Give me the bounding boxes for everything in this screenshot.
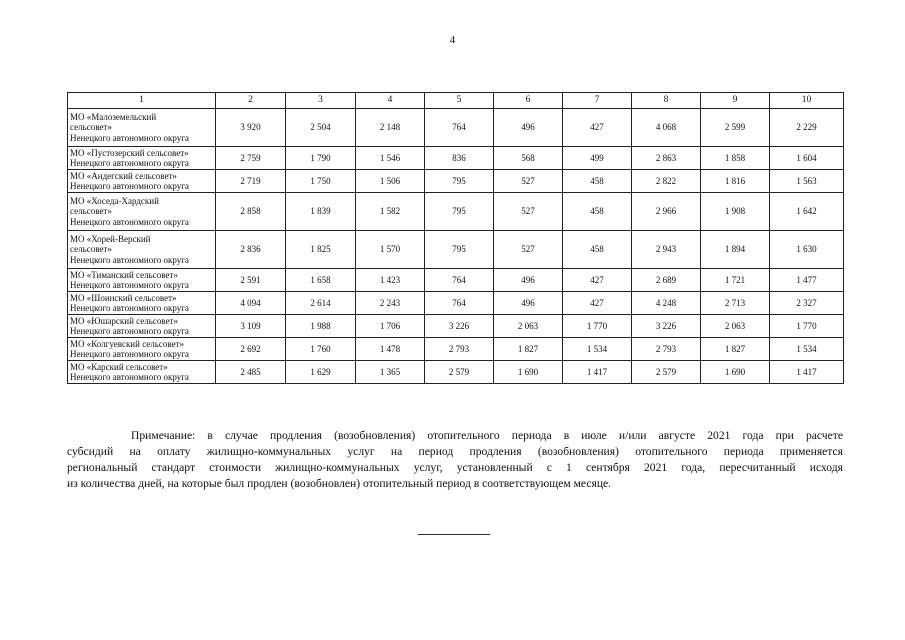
municipality-name-cell: [68, 170, 216, 193]
value-cell: 1 604: [770, 147, 844, 170]
table-row: [68, 170, 844, 193]
municipality-name-line: сельсовет»: [70, 244, 112, 255]
value-cell: 2 485: [216, 361, 286, 384]
value-cell: 4 248: [632, 292, 701, 315]
value-cell: 764: [425, 292, 494, 315]
value-cell: 764: [425, 269, 494, 292]
value-cell: 1 630: [770, 231, 844, 269]
municipality-name-line: МО «Карский сельсовет»: [70, 361, 168, 372]
value-cell: 2 591: [216, 269, 286, 292]
value-cell: 496: [494, 269, 563, 292]
value-cell: 2 599: [701, 109, 770, 147]
value-cell: 1 721: [701, 269, 770, 292]
value-cell: 2 793: [632, 338, 701, 361]
value-cell: 1 658: [286, 269, 356, 292]
value-cell: 1 706: [356, 315, 425, 338]
subsidy-standards-table: [67, 92, 844, 384]
value-cell: 496: [494, 109, 563, 147]
municipality-name-cell: [68, 193, 216, 231]
value-cell: 4 094: [216, 292, 286, 315]
value-cell: 2 943: [632, 231, 701, 269]
value-cell: 499: [563, 147, 632, 170]
value-cell: 1 570: [356, 231, 425, 269]
value-cell: 1 908: [701, 193, 770, 231]
table-row: [68, 231, 844, 269]
municipality-name-line: МО «Хоседа-Хардский: [70, 195, 159, 206]
column-header-9: 9: [701, 93, 770, 109]
column-header-7: 7: [563, 93, 632, 109]
value-cell: 2 836: [216, 231, 286, 269]
value-cell: 427: [563, 292, 632, 315]
value-cell: 1 563: [770, 170, 844, 193]
column-header-3: 3: [286, 93, 356, 109]
value-cell: 2 327: [770, 292, 844, 315]
municipality-name-line: МО «Малоземельский: [70, 111, 157, 122]
value-cell: 2 719: [216, 170, 286, 193]
municipality-name-line: сельсовет»: [70, 206, 112, 217]
value-cell: 1 690: [494, 361, 563, 384]
column-header-10: 10: [770, 93, 844, 109]
value-cell: 2 063: [701, 315, 770, 338]
municipality-name-cell: [68, 231, 216, 269]
municipality-name-cell: [68, 269, 216, 292]
table-row: [68, 315, 844, 338]
table-row: [68, 338, 844, 361]
municipality-name-cell: [68, 292, 216, 315]
municipality-name-line: МО «Тиманский сельсовет»: [70, 269, 178, 280]
value-cell: 1 770: [770, 315, 844, 338]
municipality-name-cell: [68, 361, 216, 384]
table-row: [68, 292, 844, 315]
table-row: [68, 147, 844, 170]
value-cell: 3 226: [632, 315, 701, 338]
value-cell: 1 546: [356, 147, 425, 170]
value-cell: 1 770: [563, 315, 632, 338]
value-cell: 427: [563, 109, 632, 147]
municipality-name-line: Ненецкого автономного округа: [70, 372, 189, 382]
value-cell: 1 417: [563, 361, 632, 384]
value-cell: 1 365: [356, 361, 425, 384]
value-cell: 1 816: [701, 170, 770, 193]
value-cell: 458: [563, 231, 632, 269]
closing-rule-line: [418, 534, 490, 535]
value-cell: 2 759: [216, 147, 286, 170]
footnote-line: Примечание: в случае продления (возобновления) отопительного периода в июле и/или августе 2021 года при расчете: [131, 429, 843, 442]
value-cell: 2 966: [632, 193, 701, 231]
value-cell: 1 790: [286, 147, 356, 170]
table-row: [68, 269, 844, 292]
column-header-6: 6: [494, 93, 563, 109]
value-cell: 458: [563, 170, 632, 193]
value-cell: 1 477: [770, 269, 844, 292]
value-cell: 1 825: [286, 231, 356, 269]
municipality-name-line: МО «Хорей-Верский: [70, 233, 151, 244]
municipality-name-line: Ненецкого автономного округа: [70, 349, 189, 359]
value-cell: 2 858: [216, 193, 286, 231]
value-cell: 3 109: [216, 315, 286, 338]
value-cell: 2 689: [632, 269, 701, 292]
table-row: [68, 193, 844, 231]
municipality-name-cell: [68, 338, 216, 361]
municipality-name-line: МО «Юшарский сельсовет»: [70, 315, 178, 326]
value-cell: 1 750: [286, 170, 356, 193]
value-cell: 2 579: [632, 361, 701, 384]
value-cell: 4 068: [632, 109, 701, 147]
value-cell: 2 713: [701, 292, 770, 315]
value-cell: 2 243: [356, 292, 425, 315]
value-cell: 1 629: [286, 361, 356, 384]
value-cell: 764: [425, 109, 494, 147]
table-row: [68, 109, 844, 147]
municipality-name-line: Ненецкого автономного округа: [70, 303, 189, 313]
value-cell: 1 642: [770, 193, 844, 231]
municipality-name-cell: [68, 147, 216, 170]
footnote-line: субсидий на оплату жилищно-коммунальных услуг на период продления (возобновления) отопительного периода применяется: [67, 445, 843, 458]
value-cell: 458: [563, 193, 632, 231]
value-cell: 1 417: [770, 361, 844, 384]
value-cell: 1 534: [770, 338, 844, 361]
municipality-name-line: Ненецкого автономного округа: [70, 254, 189, 265]
value-cell: 836: [425, 147, 494, 170]
value-cell: 1 478: [356, 338, 425, 361]
value-cell: 1 534: [563, 338, 632, 361]
municipality-name-line: МО «Андегский сельсовет»: [70, 170, 177, 181]
column-header-5: 5: [425, 93, 494, 109]
municipality-name-line: МО «Пустозерский сельсовет»: [70, 147, 189, 158]
value-cell: 496: [494, 292, 563, 315]
column-header-2: 2: [216, 93, 286, 109]
table-body: [68, 109, 844, 384]
value-cell: 2 863: [632, 147, 701, 170]
value-cell: 1 690: [701, 361, 770, 384]
value-cell: 3 920: [216, 109, 286, 147]
column-header-8: 8: [632, 93, 701, 109]
value-cell: 527: [494, 170, 563, 193]
footnote-line: из количества дней, на которые был продлен (возобновлен) отопительный период в соответствующем месяце.: [67, 477, 612, 490]
value-cell: 1 827: [494, 338, 563, 361]
value-cell: 1 894: [701, 231, 770, 269]
footnote-line: региональный стандарт стоимости жилищно-коммунальных услуг, установленный с 1 сентября 2021 года, пересчитанный исходя: [67, 461, 843, 474]
value-cell: 2 148: [356, 109, 425, 147]
footnote-paragraph: [67, 428, 843, 492]
value-cell: 527: [494, 231, 563, 269]
value-cell: 427: [563, 269, 632, 292]
municipality-name-line: Ненецкого автономного округа: [70, 280, 189, 290]
value-cell: 2 614: [286, 292, 356, 315]
municipality-name-line: МО «Колгуевский сельсовет»: [70, 338, 185, 349]
municipality-name-line: Ненецкого автономного округа: [70, 132, 189, 143]
value-cell: 1 827: [701, 338, 770, 361]
value-cell: 1 858: [701, 147, 770, 170]
value-cell: 2 063: [494, 315, 563, 338]
value-cell: 1 988: [286, 315, 356, 338]
page-number: 4: [449, 34, 456, 46]
column-header-1: 1: [68, 93, 216, 109]
value-cell: 1 582: [356, 193, 425, 231]
value-cell: 1 839: [286, 193, 356, 231]
value-cell: 527: [494, 193, 563, 231]
value-cell: 568: [494, 147, 563, 170]
municipality-name-line: МО «Шоинский сельсовет»: [70, 292, 177, 303]
value-cell: 2 692: [216, 338, 286, 361]
municipality-name-line: Ненецкого автономного округа: [70, 326, 189, 336]
value-cell: 795: [425, 193, 494, 231]
value-cell: 795: [425, 170, 494, 193]
value-cell: 1 760: [286, 338, 356, 361]
value-cell: 2 822: [632, 170, 701, 193]
municipality-name-cell: [68, 315, 216, 338]
value-cell: 2 504: [286, 109, 356, 147]
municipality-name-cell: [68, 109, 216, 147]
value-cell: 1 506: [356, 170, 425, 193]
municipality-name-line: Ненецкого автономного округа: [70, 158, 189, 168]
value-cell: 2 229: [770, 109, 844, 147]
value-cell: 1 423: [356, 269, 425, 292]
municipality-name-line: Ненецкого автономного округа: [70, 216, 189, 227]
value-cell: 2 793: [425, 338, 494, 361]
value-cell: 3 226: [425, 315, 494, 338]
table-header-row: [68, 93, 844, 109]
value-cell: 2 579: [425, 361, 494, 384]
municipality-name-line: Ненецкого автономного округа: [70, 181, 189, 191]
column-header-4: 4: [356, 93, 425, 109]
value-cell: 795: [425, 231, 494, 269]
table-row: [68, 361, 844, 384]
municipality-name-line: сельсовет»: [70, 122, 112, 133]
